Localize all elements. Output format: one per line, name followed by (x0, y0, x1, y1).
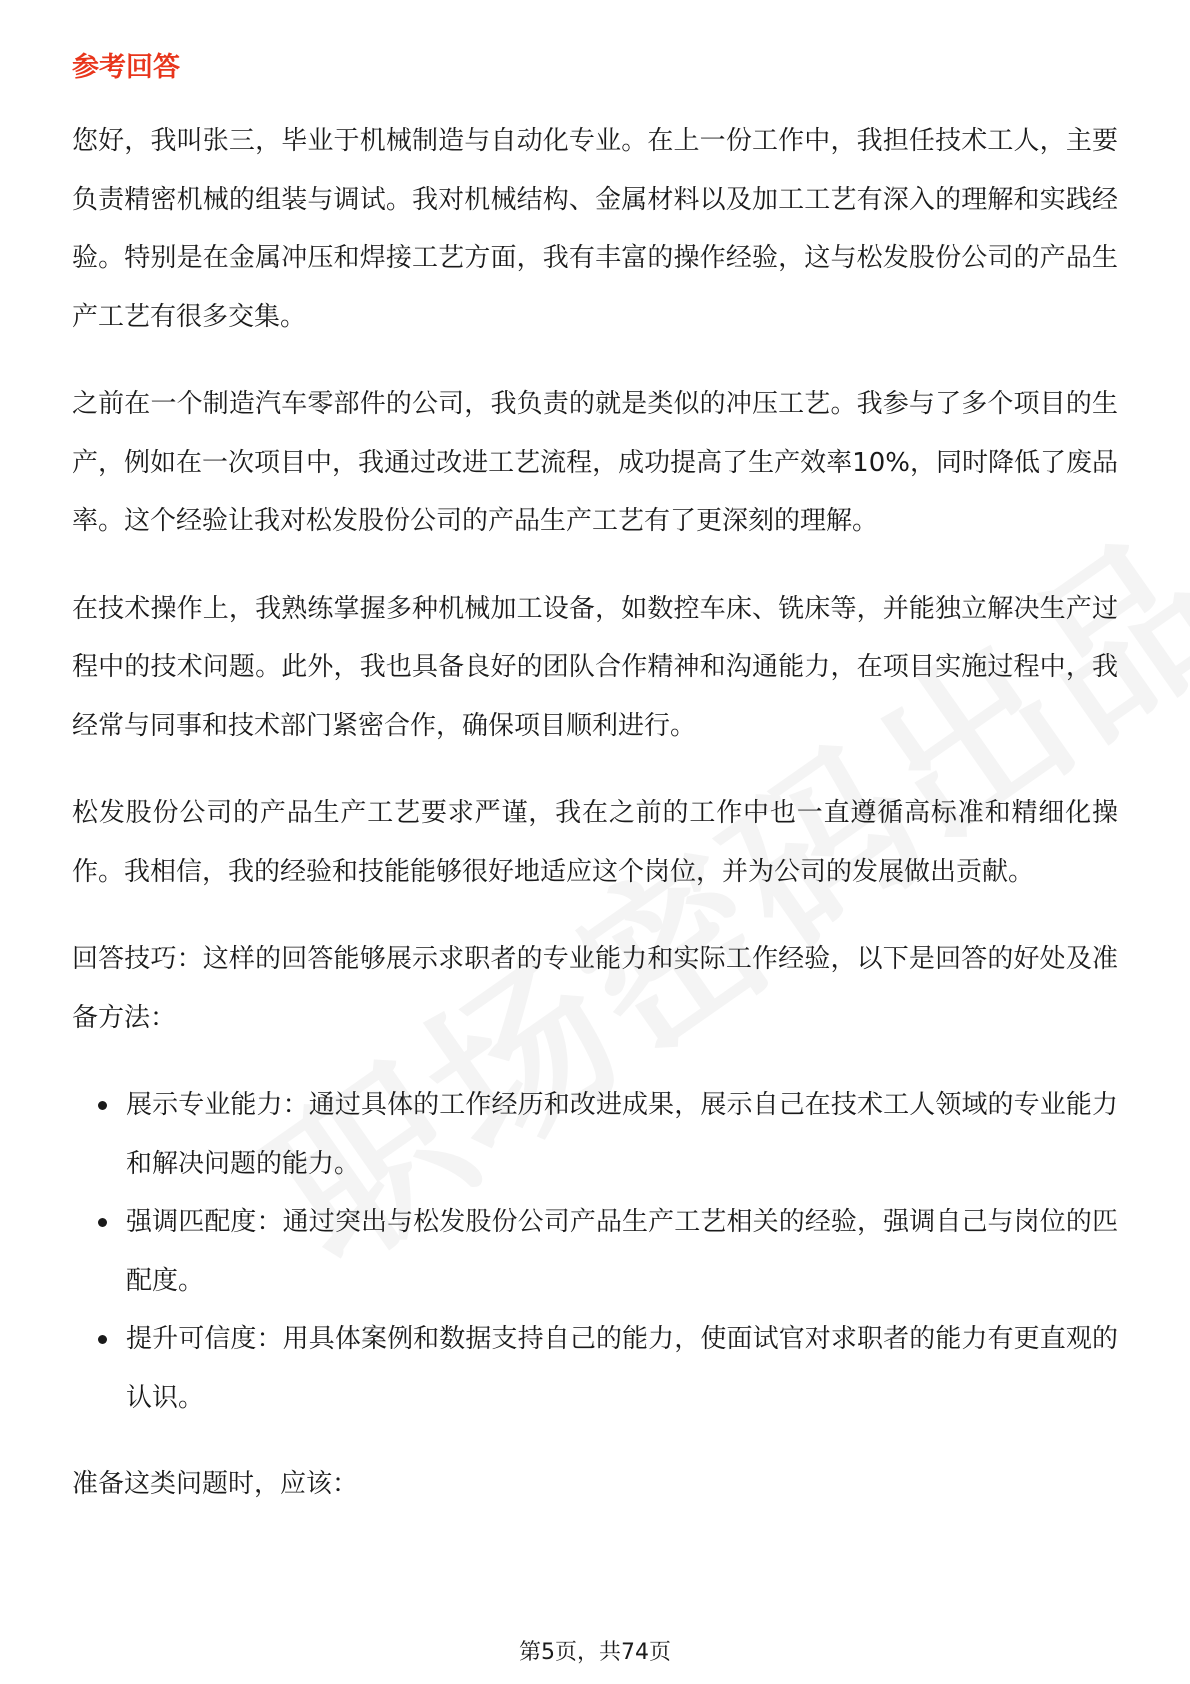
tip-text: 强调匹配度：通过突出与松发股份公司产品生产工艺相关的经验，强调自己与岗位的匹配度。 (126, 1207, 1118, 1296)
list-item (126, 1193, 1118, 1310)
bullet-icon (98, 1101, 107, 1110)
paragraph-skills: 在技术操作上，我熟练掌握多种机械加工设备，如数控车床、铣床等，并能独立解决生产过程中的技术问题。此外，我也具备良好的团队合作精神和沟通能力，在项目实施过程中，我经常与同事和技术部门紧密合作，确保项目顺利进行。 (72, 593, 1118, 741)
tips-list (72, 1076, 1118, 1427)
paragraph-closing: 准备这类问题时，应该： (72, 1469, 359, 1499)
page-number: 第5页，共74页 (519, 1640, 671, 1665)
list-item (126, 1076, 1118, 1193)
document-page (72, 48, 1118, 1514)
paragraph-fit: 松发股份公司的产品生产工艺要求严谨，我在之前的工作中也一直遵循高标准和精细化操作。我相信，我的经验和技能能够很好地适应这个岗位，并为公司的发展做出贡献。 (72, 798, 1118, 887)
tip-text: 展示专业能力：通过具体的工作经历和改进成果，展示自己在技术工人领域的专业能力和解决问题的能力。 (126, 1090, 1118, 1179)
tip-text: 提升可信度：用具体案例和数据支持自己的能力，使面试官对求职者的能力有更直观的认识。 (126, 1324, 1118, 1413)
bullet-icon (98, 1335, 107, 1344)
paragraph-experience: 之前在一个制造汽车零部件的公司，我负责的就是类似的冲压工艺。我参与了多个项目的生产，例如在一次项目中，我通过改进工艺流程，成功提高了生产效率10%，同时降低了废品率。这个经验让我对松发股份公司的产品生产工艺有了更深刻的理解。 (72, 389, 1118, 536)
paragraph-tips-intro: 回答技巧：这样的回答能够展示求职者的专业能力和实际工作经验，以下是回答的好处及准备方法： (72, 944, 1118, 1033)
bullet-icon (98, 1218, 107, 1227)
section-title: 参考回答 (72, 52, 180, 83)
list-item (126, 1310, 1118, 1427)
paragraph-intro: 您好，我叫张三，毕业于机械制造与自动化专业。在上一份工作中，我担任技术工人，主要负责精密机械的组装与调试。我对机械结构、金属材料以及加工工艺有深入的理解和实践经验。特别是在金属冲压和焊接工艺方面，我有丰富的操作经验，这与松发股份公司的产品生产工艺有很多交集。 (72, 126, 1118, 332)
